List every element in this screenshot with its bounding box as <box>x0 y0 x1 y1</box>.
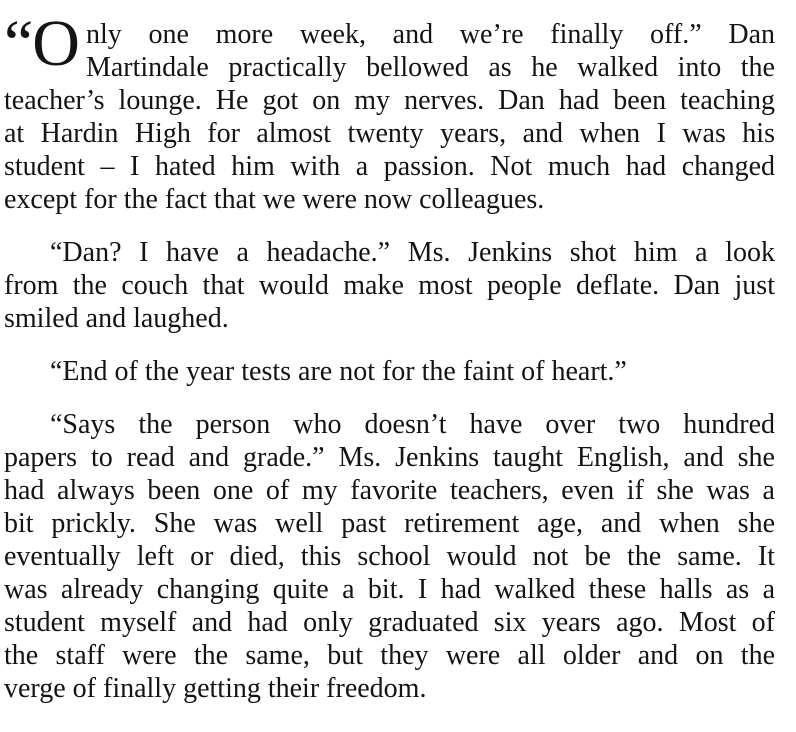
text-line: teacher’s lounge. He got on my nerves. Dan had been teaching <box>4 85 775 116</box>
text-line: was already changing quite a bit. I had walked these halls as a <box>4 574 775 605</box>
drop-cap: “O <box>4 7 79 80</box>
paragraph <box>4 408 775 705</box>
text-line: bit prickly. She was well past retirement age, and when she <box>4 508 775 539</box>
text-line: student myself and had only graduated six years ago. Most of <box>4 607 775 638</box>
text-line: had always been one of my favorite teachers, even if she was a <box>4 475 775 506</box>
text-line: at Hardin High for almost twenty years, and when I was his <box>4 118 775 149</box>
text-line: nly one more week, and we’re finally off.” Dan <box>85 19 775 50</box>
paragraph <box>4 236 775 335</box>
text-line: “Says the person who doesn’t have over two hundred <box>50 409 775 440</box>
text-line: “Dan? I have a headache.” Ms. Jenkins shot him a look <box>50 237 775 268</box>
paragraph <box>4 7 775 216</box>
text-line: from the couch that would make most people deflate. Dan just <box>4 270 775 301</box>
text-line: except for the fact that we were now colleagues. <box>4 184 545 215</box>
text-line: the staff were the same, but they were all older and on the <box>4 640 775 671</box>
text-line: eventually left or died, this school would not be the same. It <box>4 541 775 572</box>
text-line: verge of finally getting their freedom. <box>4 673 427 704</box>
text-line: “End of the year tests are not for the faint of heart.” <box>50 356 627 387</box>
text-line: smiled and laughed. <box>4 303 229 334</box>
text-line: student – I hated him with a passion. Not much had changed <box>4 151 775 182</box>
paragraph <box>4 355 775 388</box>
text-line: Martindale practically bellowed as he walked into the <box>85 52 775 83</box>
text-line: papers to read and grade.” Ms. Jenkins taught English, and she <box>4 442 775 473</box>
